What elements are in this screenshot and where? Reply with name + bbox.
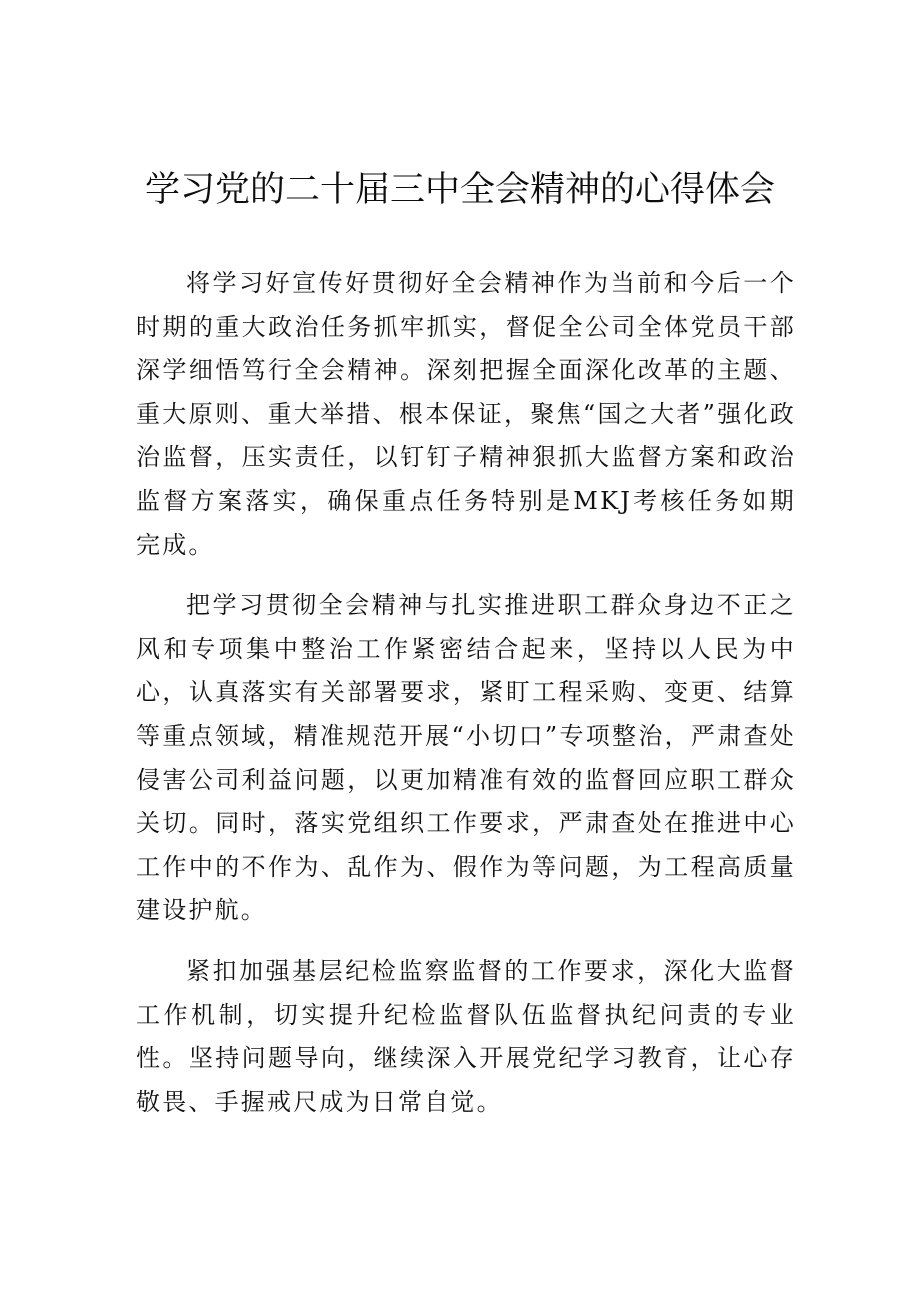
body-paragraph-3: 紧扣加强基层纪检监察监督的工作要求，深化大监督工作机制，切实提升纪检监督队伍监督执纪问责的专业性。坚持问题导向，继续深入开展党纪学习教育，让心存敬畏、手握戒尺成为日常自觉。 (136, 956, 796, 1116)
document-title: 学习党的二十届三中全会精神的心得体会 (144, 170, 775, 210)
body-paragraph-1: 将学习好宣传好贯彻好全会精神作为当前和今后一个时期的重大政治任务抓牢抓实，督促全公司全体党员干部深学细悟笃行全会精神。深刻把握全面深化改革的主题、重大原则、重大举措、根本保证，聚焦“国之大者”强化政治监督，压实责任，以钉钉子精神狠抓大监督方案和政治监督方案落实，确保重点任务特别是MKJ考核任务如期完成。 (136, 269, 796, 559)
document-body (136, 262, 796, 1141)
body-paragraph-2: 把学习贯彻全会精神与扎实推进职工群众身边不正之风和专项集中整治工作紧密结合起来，坚持以人民为中心，认真落实有关部署要求，紧盯工程采购、变更、结算等重点领域，精准规范开展“小切口”专项整治，严肃查处侵害公司利益问题，以更加精准有效的监督回应职工群众关切。同时，落实党组织工作要求，严肃查处在推进中心工作中的不作为、乱作为、假作为等问题，为工程高质量建设护航。 (136, 591, 796, 925)
